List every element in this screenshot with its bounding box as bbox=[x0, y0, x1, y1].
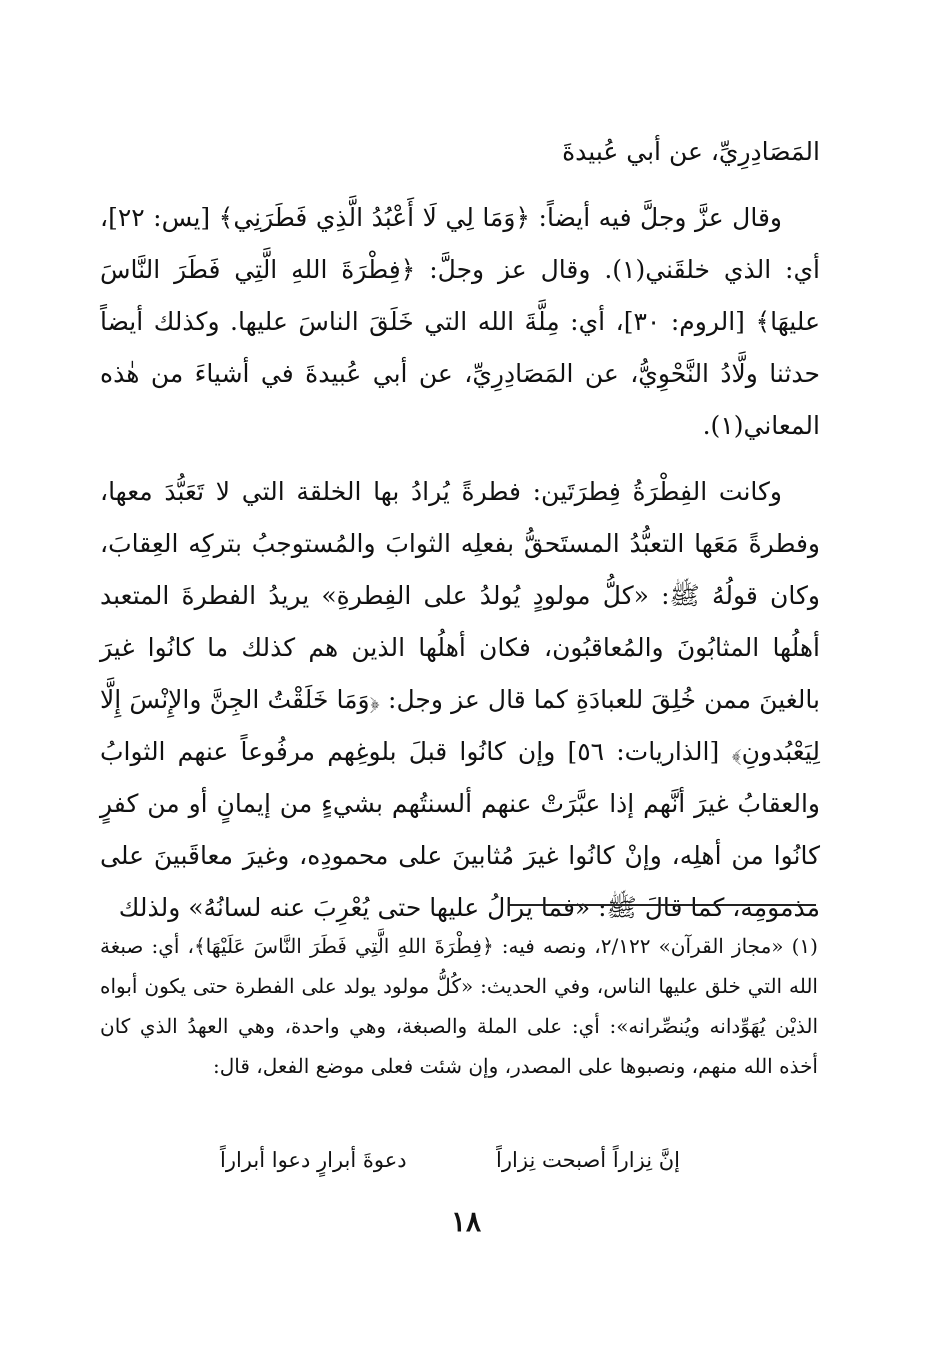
footnotes bbox=[100, 926, 818, 1086]
verse-first-hemistich: إنَّ نِزاراً أصبحت نِزاراً bbox=[496, 1148, 680, 1172]
main-text bbox=[100, 126, 820, 934]
poetry-verse bbox=[220, 1140, 680, 1180]
paragraph-two-fitras: وكانت الفِطْرَةُ فِطرَتَين: فطرةً يُرادُ بها الخلقة التي لا تَعَبُّدَ معها، وفطرةً مَعَها التعبُّدُ المستَحقُّ بفعلِه الثوابَ والمُستوجبُ بتركِه العِقابَ، وكان قولُهُ ﷺ: «كلُّ مولودٍ يُولدُ على الفِطرةِ» يريدُ الفطرةَ المتعبد أهلُها المثابُونَ والمُعاقبُون، فكان أهلُها الذين هم كذلك ما كانُوا غيرَ بالغينَ ممن خُلِقَ للعبادَةِ كما قال عز وجل: ﴿وَمَا خَلَقْتُ الجِنَّ والإِنْسَ إِلَّا لِيَعْبُدونِ﴾ [الذاريات: ٥٦] وإن كانُوا قبلَ بلوغِهم مرفُوعاً عنهم الثوابُ والعقابُ غيرَ أنَّهم إذا عبَّرَتْ عنهم ألسنتُهم بشيءٍ من إيمانٍ أو من كفرٍ كانُوا من أهلِه، وإنْ كانُوا غيرَ مُثابينَ على محمودِه، وغيرَ معاقَبينَ على مذمومِه، كما قالَ ﷺ: «فما يزالُ عليها حتى يُعْرِبَ عنه لسانُهُ» ولذلك bbox=[100, 477, 820, 922]
verse-second-hemistich: دعوةَ أبرارٍ دعوا أبراراً bbox=[220, 1148, 407, 1172]
paragraph-continuation: المَصَادِرِيِّ، عن أبي عُبيدةَ bbox=[562, 137, 820, 166]
paragraph-fitra-verses: وقال عزَّ وجلَّ فيه أيضاً: ﴿وَمَا لِي لَا أَعْبُدُ الَّذِي فَطَرَنِي﴾ [يس: ٢٢]، أي: الذي خلقَني(١). وقال عز وجلَّ: ﴿فِطْرَةَ اللهِ الَّتِي فَطَرَ النَّاسَ عليهَا﴾ [الروم: ٣٠]، أي: مِلَّةَ الله التي خَلَقَ الناسَ عليها. وكذلك أيضاً حدثنا ولَّادُ النَّحْوِيُّ، عن المَصَادِرِيِّ، عن أبي عُبيدةَ في أشياءَ من هٰذه المعاني(١). bbox=[100, 203, 820, 440]
page-number: ١٨ bbox=[450, 1205, 482, 1238]
footnote-separator bbox=[508, 904, 816, 906]
footnote-1: (١) «مجاز القرآن» ٢/١٢٢، ونصه فيه: ﴿فِطْرَةَ اللهِ الَّتِي فَطَرَ النَّاسَ عَلَيْهَا﴾، أي: صبغة الله التي خلق عليها الناس، وفي الحديث: «كُلُّ مولود يولد على الفطرة حتى يكون أبواه الذيْن يُهَوِّدانه ويُنصِّرانه»: أي: على الملة والصبغة، وهي واحدة، وهي العهدُ الذي كان أخذه الله منهم، ونصبوها على المصدر، وإن شئت فعلى موضع الفعل، قال: bbox=[100, 934, 818, 1078]
